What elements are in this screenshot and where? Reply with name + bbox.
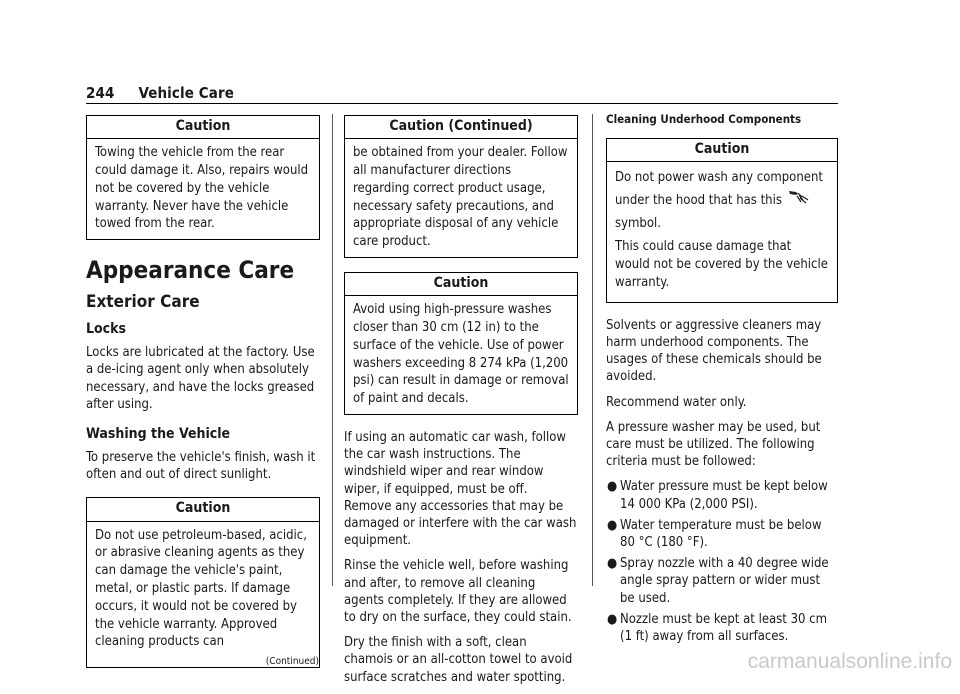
caution-body (607, 162, 837, 301)
car-wash-paragraph: If using an automatic car wash, follow the car wash instructions. The windshield wiper and rear window wiper, if equipped, must be off. Remove any accessories that may be damaged or interfere with the car wash equipment. (344, 429, 577, 549)
list-item: ● Water temperature must be below 80 °C (180 °F). (607, 517, 822, 551)
caution-title: Caution (345, 273, 577, 296)
caution-title: Caution (607, 139, 837, 162)
bullet-icon: ● (607, 611, 618, 627)
pressure-washer-paragraph: A pressure washer may be used, but care must be utilized. The following criteria must be followed: (606, 419, 821, 470)
dry-paragraph: Dry the finish with a soft, clean chamois or an all-cotton towel to avoid surface scratches and water spotting. (344, 635, 573, 685)
criteria-list (606, 478, 838, 645)
column-divider-1 (332, 114, 333, 586)
caution-text-2: This could cause damage that would not be covered by the vehicle warranty. (615, 239, 828, 290)
caution-title: Caution (Continued) (345, 116, 577, 139)
caution-body: be obtained from your dealer. Follow all manufacturer directions regarding correct product usage, necessary safety precautions, and appropriate disposal of any vehicle care product. (353, 145, 568, 250)
caution-box-underhood (606, 138, 838, 303)
heading-appearance-care: Appearance Care (86, 256, 295, 285)
caution-title: Caution (87, 116, 319, 139)
heading-underhood: Cleaning Underhood Components (606, 112, 802, 126)
watermark[interactable]: carmanualsonline.info (747, 650, 952, 673)
no-power-wash-icon (788, 188, 810, 213)
caution-box-cleaning-agents (86, 497, 320, 668)
recommend-paragraph: Recommend water only. (606, 394, 747, 410)
bullet-icon: ● (607, 556, 618, 572)
rinse-paragraph: Rinse the vehicle well, before washing and after, to remove all cleaning agents completely. If they are allowed to dry on the surface, they could stain. (344, 558, 572, 625)
column-divider-2 (592, 114, 593, 586)
section-title: Vehicle Care (138, 84, 234, 102)
heading-washing: Washing the Vehicle (86, 426, 231, 442)
header-rule (86, 103, 838, 104)
bullet-icon: ● (607, 517, 618, 533)
solvents-paragraph: Solvents or aggressive cleaners may harm underhood components. The usages of these chemicals should be avoided. (606, 317, 822, 385)
list-item: ● Spray nozzle with a 40 degree wide angle spray pattern or wider must be used. (607, 556, 829, 606)
caution-box-towing (86, 115, 320, 240)
column-3 (606, 111, 838, 649)
bullet-icon: ● (607, 479, 618, 495)
page-header (86, 84, 234, 102)
washing-paragraph: To preserve the vehicle's finish, wash it often and out of direct sunlight. (86, 450, 316, 483)
continued-label: (Continued) (265, 656, 319, 668)
column-1 (86, 115, 320, 682)
caution-body: Do not use petroleum-based, acidic, or abrasive cleaning agents as they can damage the vehicle's paint, metal, or plastic parts. If damage occurs, it would not be covered by the vehicle warranty. Approved cleaning products can (95, 527, 307, 650)
caution-title: Caution (87, 498, 319, 521)
caution-text-end: symbol. (615, 216, 661, 232)
caution-box-continued (344, 115, 578, 258)
locks-paragraph: Locks are lubricated at the factory. Use a de-icing agent only when absolutely necessary, and have the locks greased after using. (86, 345, 315, 412)
list-item: ● Water pressure must be kept below 14 000 KPa (2,000 PSI). (607, 479, 828, 512)
page-number: 244 (86, 84, 115, 102)
heading-exterior-care: Exterior Care (86, 292, 200, 313)
caution-box-high-pressure (344, 272, 578, 415)
caution-text: Do not power wash any component under the hood that has this (615, 170, 823, 209)
caution-body: Towing the vehicle from the rear could damage it. Also, repairs would not be covered by the vehicle warranty. Never have the vehicle towed from the rear. (95, 145, 309, 232)
heading-locks: Locks (86, 321, 127, 338)
list-item: ● Nozzle must be kept at least 30 cm (1 ft) away from all surfaces. (607, 611, 827, 645)
caution-body: Avoid using high-pressure washes closer than 30 cm (12 in) to the surface of the vehicle. Use of power washers exceeding 8 274 kPa (1,200 psi) can result in damage or removal of paint and decals. (353, 302, 569, 407)
column-2 (344, 115, 578, 694)
